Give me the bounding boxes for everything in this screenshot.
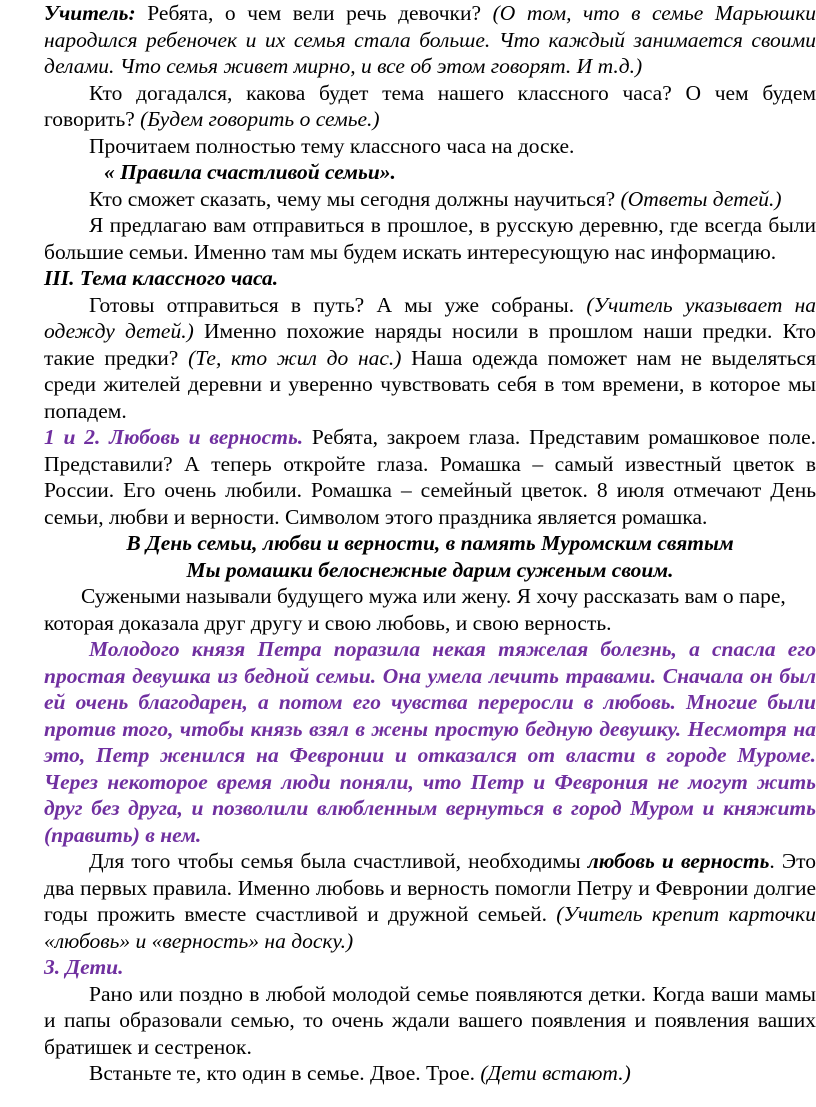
text: Для того чтобы семья была счастливой, необходимы xyxy=(89,849,588,873)
text: Наша одежда поможет нам не выделяться среди жителей деревни и уверенно чувствовать себя в том времени, в которое мы попадем. xyxy=(44,345,816,423)
text: Прочитаем полностью тему классного часа на доске. xyxy=(89,133,575,158)
poem-text: Мы ромашки белоснежные дарим суженым своим. xyxy=(186,557,674,582)
text: . Это два первых правила. Именно любовь и верность помогли Петру и Февронии долгие годы прожить вместе счастливой и дружной семьей. xyxy=(44,849,816,926)
paragraph-betrothed xyxy=(44,583,816,636)
poem-line-1 xyxy=(44,530,816,557)
note: (О том, что в семье Марьюшки народился ребеночек и их семья стала больше. Что каждый занимается своими делами. Что семья живет мирно, и все об этом говорят. И т.д.) xyxy=(44,1,816,78)
text: Встаньте те, кто один в семье. Двое. Трое. xyxy=(89,1061,481,1085)
title-text: « Правила счастливой семьи». xyxy=(104,160,396,184)
paragraph-topic-guess xyxy=(44,80,816,133)
paragraph-learning-goal xyxy=(44,186,816,213)
text: Готовы отправиться в путь? А мы уже собраны. xyxy=(89,292,587,317)
section-heading-children xyxy=(44,954,816,981)
emphasis: любовь и верность xyxy=(587,849,770,873)
text: Сужеными называли будущего мужа или жену. Я хочу рассказать вам о паре, которая доказала друг другу и свою любовь, и свою верность. xyxy=(44,584,786,635)
paragraph-two-rules xyxy=(44,848,816,954)
paragraph-journey xyxy=(44,212,816,265)
note: (Учитель крепит карточки «любовь» и «верность» на доску.) xyxy=(44,902,816,953)
speaker-label: Учитель: xyxy=(44,1,136,25)
note: (Дети встают.) xyxy=(480,1061,631,1085)
poem-text: В День семьи, любви и верности, в память Муромским святым xyxy=(126,531,734,555)
text: Именно похожие наряды носили в прошлом наши предки. Кто такие предки? xyxy=(44,319,816,370)
paragraph-clothing xyxy=(44,292,816,425)
heading-text: 3. Дети. xyxy=(44,955,124,979)
heading-text: III. Тема классного часа. xyxy=(44,266,279,290)
story-text: Молодого князя Петра поразила некая тяжелая болезнь, а спасла его простая девушка из бедной семьи. Она умела лечить травами. Сначала он был ей очень благодарен, а потом его чувства переросли в любовь. Многие были против того, чтобы князь взял в жены простую бедную девушку. Несмотря на это, Петр женился на Февронии и отказался от власти в городе Муроме. Через некоторое время люди поняли, что Петр и Феврония не могут жить друг без друга, и позволили влюбленным вернуться в город Муром и княжить (править) в нем. xyxy=(44,637,816,847)
section-heading-topic xyxy=(44,265,816,292)
poem-line-2 xyxy=(44,557,816,584)
note: (Ответы детей.) xyxy=(620,186,782,211)
section-label: 1 и 2. Любовь и верность. xyxy=(44,425,304,449)
text: Ребята, закроем глаза. Представим ромашковое поле. Представили? А теперь откройте глаза. Ромашка – самый известный цветок в России. Его очень любили. Ромашка – семейный цветок. 8 июля отмечают День семьи, любви и верности. Символом этого праздника является ромашка. xyxy=(44,425,816,529)
paragraph-teacher-question xyxy=(44,0,816,80)
paragraph-love-fidelity xyxy=(44,424,816,530)
text: Рано или поздно в любой молодой семье появляются детки. Когда ваши мамы и папы образовали семью, то очень ждали вашего появления и появления ваших братишек и сестренок. xyxy=(44,981,816,1059)
paragraph-story-peter-fevronia xyxy=(44,636,816,848)
paragraph-read-topic xyxy=(44,133,816,160)
text: Ребята, о чем вели речь девочки? xyxy=(135,1,493,25)
note: (Учитель указывает на одежду детей.) xyxy=(44,292,816,343)
text: Кто сможет сказать, чему мы сегодня должны научиться? xyxy=(89,186,621,211)
text: Я предлагаю вам отправиться в прошлое, в русскую деревню, где всегда были большие семьи. Именно там мы будем искать интересующую нас информацию. xyxy=(44,213,816,264)
note: (Те, кто жил до нас.) xyxy=(188,345,402,370)
lesson-title xyxy=(44,159,816,186)
paragraph-stand-up xyxy=(44,1060,816,1087)
note: (Будем говорить о семье.) xyxy=(140,107,380,131)
paragraph-children xyxy=(44,981,816,1061)
text: Кто догадался, какова будет тема нашего классного часа? О чем будем говорить? xyxy=(44,80,816,131)
